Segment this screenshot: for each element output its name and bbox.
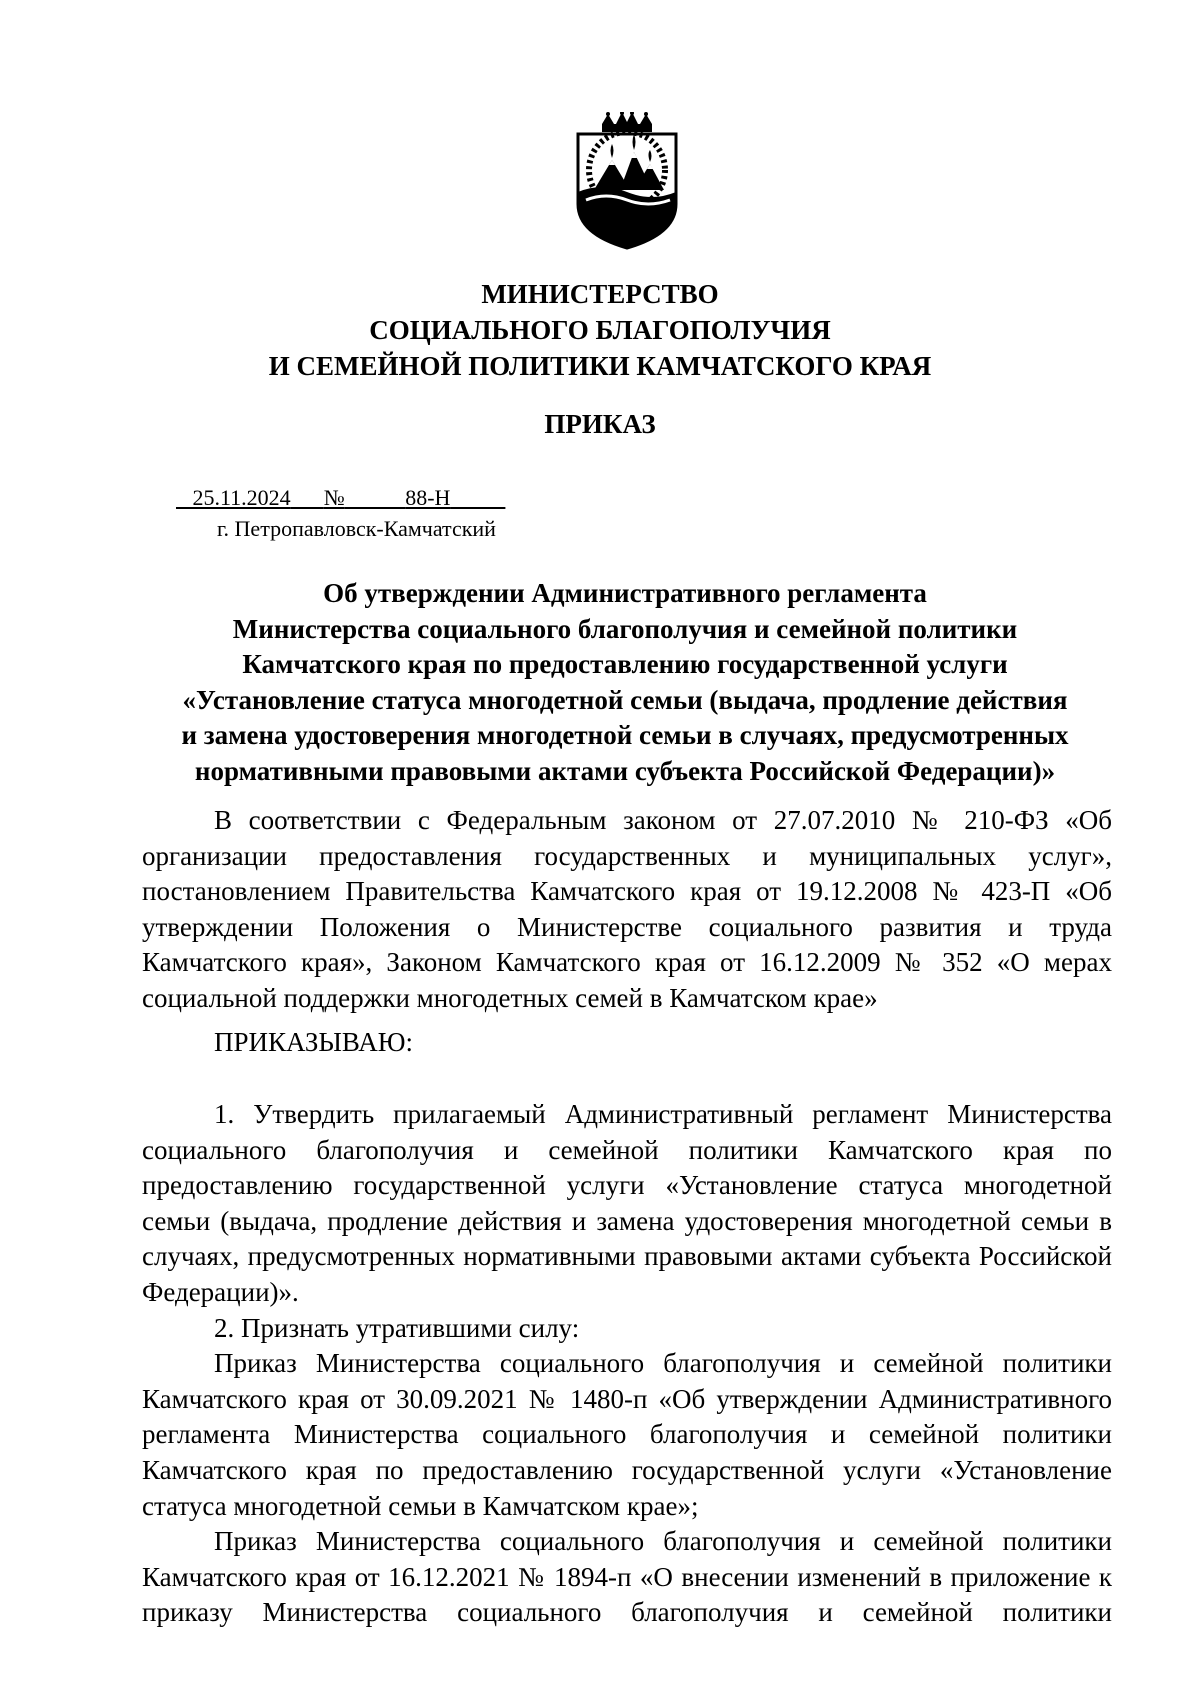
ministry-name: [0, 276, 1200, 384]
preamble-paragraph: В соответствии с Федеральным законом от 27.07.2010 № 210-ФЗ «Об организации предоставления государственных и муниципальных услуг», постановлением Правительства Камчатского края от 19.12.2008 № 423-П «Об утверждении Положения о Министерстве социального развития и труда Камчатского края», Законом Камчатского края от 16.12.2009 № 352 «О мерах социальной поддержки многодетных семей в Камчатском крае»: [142, 805, 1112, 1013]
document-date: 25.11.2024: [192, 485, 291, 510]
document-number: 88-Н: [405, 485, 451, 510]
order-word: ПРИКАЗЫВАЮ:: [214, 1027, 413, 1057]
order-item-2: 2. Признать утратившими силу:: [214, 1312, 580, 1343]
ministry-name-line-1: МИНИСТЕРСТВО: [481, 279, 719, 309]
subject-line-2: Министерства социального благополучия и семейной политики: [232, 613, 1018, 644]
kamchatka-coat-of-arms-emblem: [572, 112, 682, 250]
document-subject: [140, 576, 1110, 789]
document-city: г. Петропавловск-Камчатский: [217, 516, 496, 541]
document-type: ПРИКАЗ: [544, 409, 656, 439]
ministry-name-line-2: СОЦИАЛЬНОГО БЛАГОПОЛУЧИЯ: [369, 315, 831, 345]
subject-line-4: «Установление статуса многодетной семьи (выдача, продление действия: [182, 684, 1068, 715]
number-sign: №: [323, 485, 345, 510]
preamble-block: [142, 803, 1112, 1017]
order-word-block: [142, 1025, 1112, 1061]
subject-line-3: Камчатского края по предоставлению государственной услуги: [242, 649, 1008, 679]
order-items-block: [142, 1097, 1112, 1631]
subject-line-1: Об утверждении Административного регламента: [323, 578, 927, 608]
order-item-2-repealed-act-2: Приказ Министерства социального благополучия и семейной политики Камчатского края от 16.12.2021 № 1894-п «О внесении изменений в приложение к приказу Министерства социального благополучия и семейной политики: [142, 1526, 1112, 1628]
registration-line: [176, 484, 505, 512]
subject-line-6: нормативными правовыми актами субъекта Российской Федерации)»: [194, 755, 1056, 786]
ministry-name-line-3: И СЕМЕЙНОЙ ПОЛИТИКИ КАМЧАТСКОГО КРАЯ: [268, 351, 932, 381]
subject-line-5: и замена удостоверения многодетной семьи в случаях, предусмотренных: [181, 720, 1069, 750]
order-item-2-repealed-act-1: Приказ Министерства социального благополучия и семейной политики Камчатского края от 30.09.2021 № 1480-п «Об утверждении Административного регламента Министерства социального благополучия и семейной политики Камчатского края по предоставлению государственной услуги «Установление статуса многодетной семьи в Камчатском крае»;: [142, 1348, 1112, 1521]
order-item-1: 1. Утвердить прилагаемый Административный регламент Министерства социального благополучия и семейной политики Камчатского края по предоставлению государственной услуги «Установление статуса многодетной семьи (выдача, продление действия и замена удостоверения многодетной семьи в случаях, предусмотренных нормативными правовыми актами субъекта Российской Федерации)».: [142, 1099, 1112, 1307]
